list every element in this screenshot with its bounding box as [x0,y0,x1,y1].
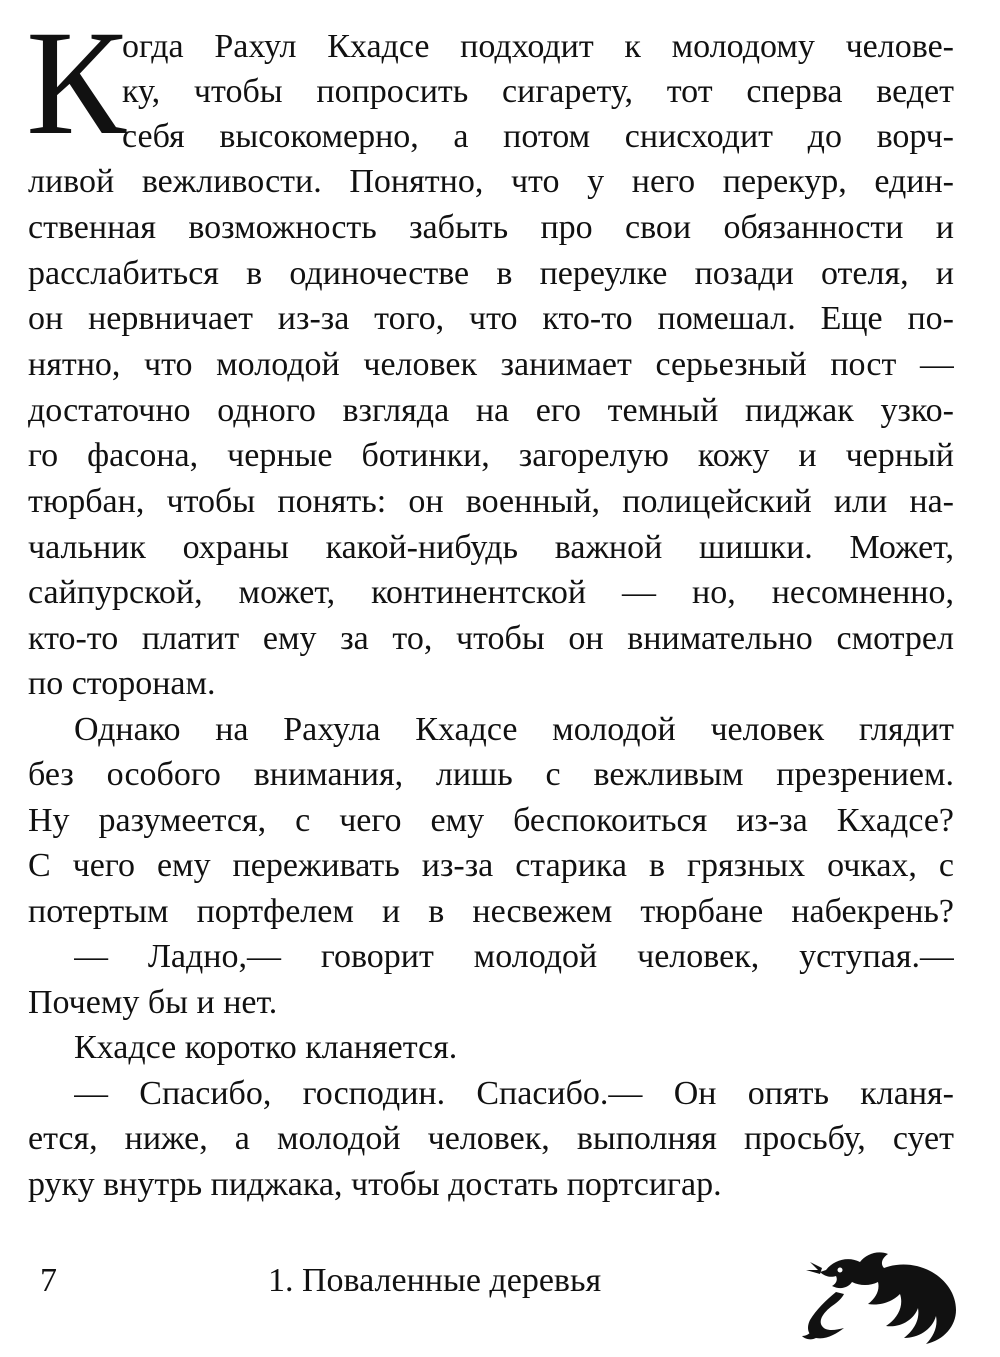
text-line: — Спасибо, господин. Спасибо.— Он опять кланя- [74,1075,954,1112]
text-line: Однако на Рахула Кхадсе молодой человек глядит [74,711,954,748]
text-line: кто-то платит ему за то, чтобы он внимательно смотрел [28,620,954,657]
text-line: ку, чтобы попросить сигарету, тот сперва ведет [122,73,954,110]
text-line: руку внутрь пиджака, чтобы достать портсигар. [28,1166,722,1203]
text-line: Кхадсе коротко кланяется. [74,1029,458,1066]
text-line: он нервничает из-за того, что кто-то помешал. Еще по- [28,300,954,337]
page-number: 7 [40,1262,57,1299]
dragon-emblem-icon [796,1240,964,1348]
text-line: тюрбан, чтобы понять: он военный, полицейский или на- [28,483,954,520]
text-line: чальник охраны какой-нибудь важной шишки. Может, [28,529,954,566]
drop-cap: К [26,0,127,166]
text-line: — Ладно,— говорит молодой человек, уступая.— [74,938,954,975]
text-line: огда Рахул Кхадсе подходит к молодому челове- [122,28,954,65]
text-line: ливой вежливости. Понятно, что у него перекур, един- [28,163,954,200]
text-line: Ну разумеется, с чего ему беспокоиться из-за Кхадсе? [28,802,954,839]
text-line: ется, ниже, а молодой человек, выполняя просьбу, сует [28,1120,954,1157]
text-line: по сторонам. [28,665,216,702]
text-line: Почему бы и нет. [28,984,278,1021]
text-line: расслабиться в одиночестве в переулке позади отеля, и [28,255,954,292]
text-line: без особого внимания, лишь с вежливым презрением. [28,756,954,793]
text-line: С чего ему переживать из-за старика в грязных очках, с [28,847,954,884]
text-line: достаточно одного взгляда на его темный пиджак узко- [28,392,954,429]
chapter-title: 1. Поваленные деревья [268,1262,602,1299]
text-line: сайпурской, может, континентской — но, несомненно, [28,574,954,611]
text-line: потертым портфелем и в несвежем тюрбане набекрень? [28,893,954,930]
text-line: нятно, что молодой человек занимает серьезный пост — [28,346,954,383]
text-line: го фасона, черные ботинки, загорелую кожу и черный [28,437,954,474]
text-line: ственная возможность забыть про свои обязанности и [28,209,954,246]
text-line: себя высокомерно, а потом снисходит до ворч- [122,118,954,155]
